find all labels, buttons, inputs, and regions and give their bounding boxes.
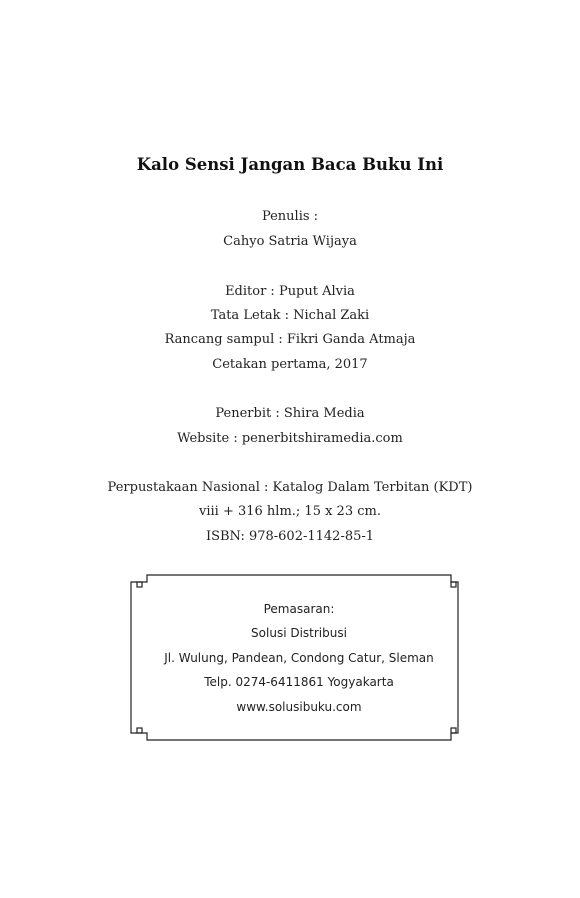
corner-square-tr [451,582,456,587]
distributor-phone: Telp. 0274-6411861 Yogyakarta [204,675,394,689]
catalog-isbn: ISBN: 978-602-1142-85-1 [205,529,375,544]
corner-square-br [451,728,456,733]
corner-square-tl [137,582,142,587]
layout-credit: Tata Letak : Nichal Zaki [210,308,370,323]
book-title: Kalo Sensi Jangan Baca Buku Ini [136,155,444,174]
distribution-label: Pemasaran: [263,602,335,616]
distributor-website: www.solusibuku.com [236,700,362,714]
publisher-website: Website : penerbitshiramedia.com [177,431,403,446]
publisher-name: Penerbit : Shira Media [215,406,365,421]
corner-square-bl [137,728,142,733]
catalog-pages-size: viii + 316 hlm.; 15 x 23 cm. [199,504,381,519]
distributor-address: Jl. Wulung, Pandean, Condong Catur, Sleman [164,651,434,665]
edition-info: Cetakan pertama, 2017 [212,357,368,372]
author-name: Cahyo Satria Wijaya [223,234,357,249]
author-label: Penulis : [261,209,319,224]
cover-design-credit: Rancang sampul : Fikri Ganda Atmaja [164,332,416,347]
distributor-name: Solusi Distribusi [251,626,347,640]
editor-credit: Editor : Puput Alvia [225,284,355,299]
catalog-kdt: Perpustakaan Nasional : Katalog Dalam Terbitan (KDT) [107,480,473,495]
